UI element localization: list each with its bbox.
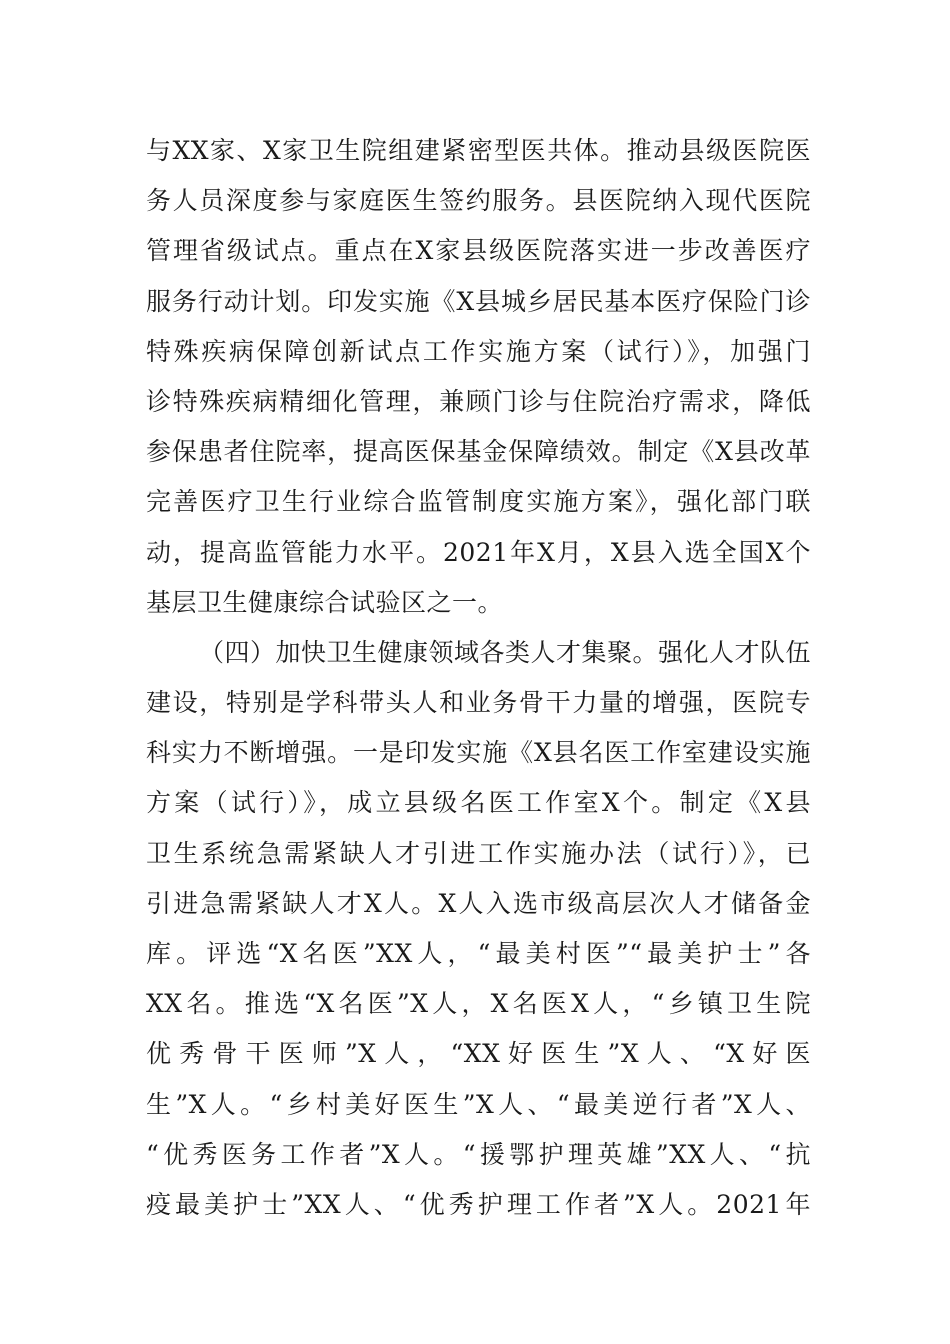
paragraph-line: 生”X人。“乡村美好医生”X人、“最美逆行者”X人、 [146,1089,811,1119]
document-body [146,126,811,1230]
paragraph-heading-line: （四）加快卫生健康领域各类人才集聚。强化人才队伍 [199,637,812,667]
paragraph-1 [146,126,811,628]
paragraph-line: 动，提高监管能力水平。2021年X月，X县入选全国X个 [146,537,811,567]
paragraph-line: 务人员深度参与家庭医生签约服务。县医院纳入现代医院 [146,186,811,216]
paragraph-line: 引进急需紧缺人才X人。X人入选市级高层次人才储备金 [146,888,811,918]
paragraph-2 [146,628,811,1230]
paragraph-line: 管理省级试点。重点在X家县级医院落实进一步改善医疗 [146,236,811,266]
paragraph-line: 服务行动计划。印发实施《X县城乡居民基本医疗保险门诊 [146,286,811,316]
paragraph-line: 科实力不断增强。一是印发实施《X县名医工作室建设实施 [146,738,811,768]
paragraph-line: “优秀医务工作者”X人。“援鄂护理英雄”XX人、“抗 [146,1139,811,1169]
paragraph-line: 诊特殊疾病精细化管理，兼顾门诊与住院治疗需求，降低 [146,386,811,416]
paragraph-line: 卫生系统急需紧缺人才引进工作实施办法（试行）》，已 [146,838,811,868]
paragraph-line: 建设，特别是学科带头人和业务骨干力量的增强，医院专 [146,688,811,718]
paragraph-line: 方案（试行）》，成立县级名医工作室X个。制定《X县 [146,788,811,818]
paragraph-line: 完善医疗卫生行业综合监管制度实施方案》，强化部门联 [146,487,811,517]
paragraph-line: 与XX家、X家卫生院组建紧密型医共体。推动县级医院医 [146,136,811,165]
paragraph-line: XX名。推选“X名医”X人，X名医X人，“乡镇卫生院 [146,989,811,1019]
paragraph-line: 优秀骨干医师”X人，“XX好医生”X人、“X好医 [146,1039,811,1069]
paragraph-line: 库。评选“X名医”XX人，“最美村医”“最美护士”各 [146,939,811,968]
paragraph-line: 疫最美护士”XX人、“优秀护理工作者”X人。2021年 [146,1189,811,1219]
paragraph-line: 基层卫生健康综合试验区之一。 [146,587,504,617]
paragraph-line: 特殊疾病保障创新试点工作实施方案（试行）》，加强门 [146,336,811,366]
paragraph-line: 参保患者住院率，提高医保基金保障绩效。制定《X县改革 [146,437,811,467]
